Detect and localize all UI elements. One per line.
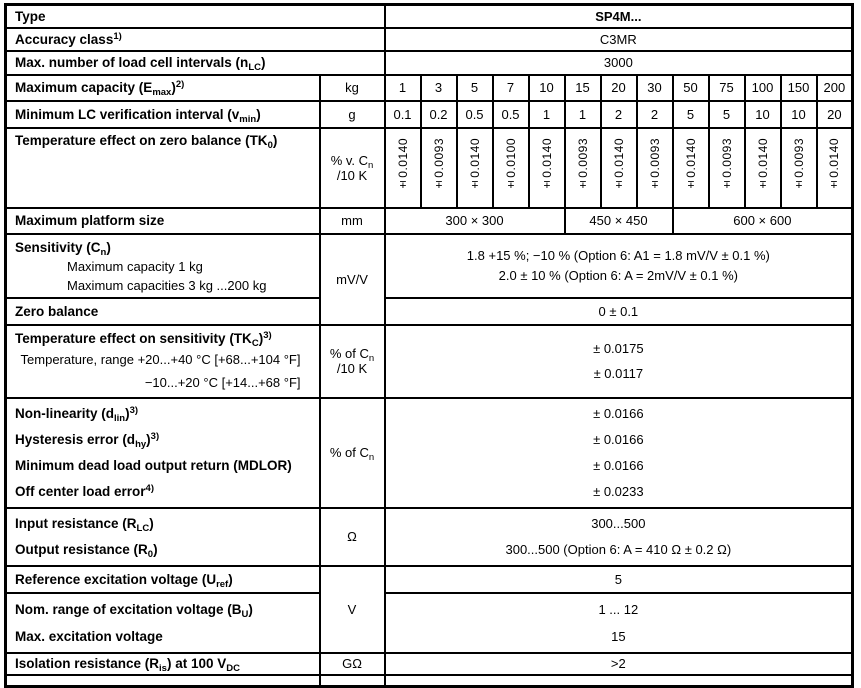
value-tk0: ±0.0140 [745, 128, 781, 208]
value-load-cell-intervals: 3000 [385, 51, 853, 75]
value-temp-effect-sensitivity [385, 325, 853, 398]
label-line: Sensitivity $(C_n)$ [15, 239, 111, 258]
value-line: ± 0.0233 [593, 483, 644, 499]
value-zero-balance: 0 ± 0.1 [385, 298, 853, 325]
value-tk0: ±0.0093 [565, 128, 601, 208]
value-vmin: 2 [637, 101, 673, 128]
row-label-maximum-capacity: Maximum capacity $(E_{max})^{2)}$ [6, 75, 320, 101]
value-tk0: ±0.0140 [385, 128, 421, 208]
row-label-load-cell-intervals: Max. number of load cell intervals $(n_{LC})$ [6, 51, 385, 75]
table-row [6, 101, 853, 128]
value-line: ± 0.0166 [593, 457, 644, 473]
value-sensitivity [385, 234, 853, 298]
value-line: ± 0.0166 [593, 431, 644, 447]
value-resistance [385, 508, 853, 566]
row-label-max-platform-size: Maximum platform size [6, 208, 320, 234]
table-row [6, 5, 853, 28]
value-capacity: 20 [601, 75, 637, 101]
value-tk0: ±0.0093 [781, 128, 817, 208]
value-vmin: 0.2 [421, 101, 457, 128]
load-cell-spec-table [4, 3, 854, 688]
unit-maximum-capacity: kg [320, 75, 385, 101]
value-tk0: ±0.0093 [421, 128, 457, 208]
value-platform-medium: 450 × 450 [565, 208, 673, 234]
value-tk0: ±0.0140 [817, 128, 853, 208]
value-capacity: 200 [817, 75, 853, 101]
value-partial [385, 675, 853, 687]
row-label-resistance [6, 508, 320, 566]
unit-max-platform-size: mm [320, 208, 385, 234]
label-subline: Maximum capacities 3 kg ...200 kg [67, 277, 267, 293]
value-line: ± 0.0175 [593, 341, 644, 356]
table-row [6, 566, 853, 593]
unit-line: % v. $C_n$ [330, 152, 374, 171]
row-label-sensitivity [6, 234, 320, 298]
value-vmin: 1 [529, 101, 565, 128]
label-line: Temperature effect on sensitivity $(TK_C)^{3)}$ [15, 329, 272, 349]
unit-line: % of $C_n$ [329, 346, 375, 364]
row-label-accuracy-class: Accuracy class$^{1)}$ [6, 28, 385, 51]
label-subline: Maximum capacity 1 kg [67, 258, 203, 274]
value-tk0: ±0.0140 [457, 128, 493, 208]
value-platform-small: 300 × 300 [385, 208, 565, 234]
row-label-excitation-voltage-range [6, 593, 320, 653]
unit-line: /10 K [336, 361, 368, 376]
value-line: 15 [611, 628, 626, 644]
table-row [6, 508, 853, 566]
value-vmin: 20 [817, 101, 853, 128]
value-line: 300...500 (Option 6: A = 410 Ω ± 0.2 Ω) [505, 541, 732, 557]
label-line-output-resistance: Output resistance $(R_0)$ [15, 541, 158, 560]
label-subline: −10...+20 °C [+14...+68 °F] [144, 374, 301, 390]
datasheet-page [0, 3, 861, 674]
label-line-nominal-range: Nom. range of excitation voltage $(B_U)$ [15, 601, 253, 620]
unit-error-specs: % of $C_n$ [320, 398, 385, 508]
table-row [6, 208, 853, 234]
value-vmin: 0.1 [385, 101, 421, 128]
value-error-specs [385, 398, 853, 508]
table-row [6, 28, 853, 51]
value-line: 2.0 ± 10 % (Option 6: A = 2mV/V ± 0.1 %) [498, 267, 739, 283]
value-accuracy-class: C3MR [385, 28, 853, 51]
value-vmin: 0.5 [457, 101, 493, 128]
table-row [6, 593, 853, 653]
unit-resistance: Ω [320, 508, 385, 566]
unit-isolation-resistance: GΩ [320, 653, 385, 675]
label-line-input-resistance: Input resistance $(R_{LC})$ [15, 515, 154, 534]
value-tk0: ±0.0140 [673, 128, 709, 208]
table-row [6, 325, 853, 398]
table-row-partial [6, 675, 853, 687]
label-line-mdlor: Minimum dead load output return (MDLOR) [15, 457, 292, 473]
value-tk0: ±0.0140 [601, 128, 637, 208]
value-platform-large: 600 × 600 [673, 208, 853, 234]
value-line: ± 0.0117 [593, 366, 644, 381]
value-capacity: 30 [637, 75, 673, 101]
value-vmin: 1 [565, 101, 601, 128]
row-label-isolation-resistance: Isolation resistance $(R_{is})$ at 100 $V_{DC}$ [6, 653, 320, 675]
value-capacity: 10 [529, 75, 565, 101]
value-vmin: 5 [709, 101, 745, 128]
value-vmin: 10 [781, 101, 817, 128]
row-label-error-specs [6, 398, 320, 508]
value-tk0: ±0.0100 [493, 128, 529, 208]
unit-partial [320, 675, 385, 687]
value-isolation-resistance: >2 [385, 653, 853, 675]
value-capacity: 75 [709, 75, 745, 101]
value-capacity: 5 [457, 75, 493, 101]
value-capacity: 3 [421, 75, 457, 101]
label-line-off-center-load: Off center load error$^{4)}$ [15, 482, 154, 499]
unit-line: /10 K [336, 167, 368, 183]
unit-excitation-voltage: V [320, 566, 385, 653]
row-label-reference-excitation-voltage: Reference excitation voltage $(U_{ref})$ [6, 566, 320, 593]
value-tk0: ±0.0140 [529, 128, 565, 208]
value-tk0: ±0.0093 [709, 128, 745, 208]
value-capacity: 100 [745, 75, 781, 101]
row-label-temp-effect-zero-balance: Temperature effect on zero balance $(TK_0)$ [6, 128, 320, 208]
label-line-non-linearity: Non-linearity $(d_{lin})^{3)}$ [15, 404, 139, 424]
unit-sensitivity: mV/V [320, 234, 385, 325]
value-line: 1 ... 12 [598, 601, 639, 617]
value-vmin: 10 [745, 101, 781, 128]
value-capacity: 150 [781, 75, 817, 101]
value-capacity: 7 [493, 75, 529, 101]
value-vmin: 5 [673, 101, 709, 128]
label-subline: Temperature, range +20...+40 °C [+68...+104 °F] [20, 351, 301, 367]
row-label-min-verification-interval: Minimum LC verification interval $(v_{min})$ [6, 101, 320, 128]
value-line: 300...500 [591, 515, 646, 531]
table-row [6, 234, 853, 298]
unit-min-verification-interval: g [320, 101, 385, 128]
table-row [6, 398, 853, 508]
value-line: 1.8 +15 %; −10 % (Option 6: A1 = 1.8 mV/V ± 0.1 %) [466, 247, 770, 263]
unit-temp-effect-zero-balance [320, 128, 385, 208]
value-vmin: 0.5 [493, 101, 529, 128]
value-line: ± 0.0166 [593, 405, 644, 421]
table-row [6, 653, 853, 675]
row-label-zero-balance: Zero balance [6, 298, 320, 325]
row-label-partial [6, 675, 320, 687]
value-tk0: ±0.0093 [637, 128, 673, 208]
table-row [6, 51, 853, 75]
value-excitation-voltage-range [385, 593, 853, 653]
unit-temp-effect-sensitivity [320, 325, 385, 398]
table-row [6, 75, 853, 101]
table-row [6, 298, 853, 325]
value-reference-excitation-voltage: 5 [385, 566, 853, 593]
value-capacity: 1 [385, 75, 421, 101]
row-label-type: Type [6, 5, 385, 28]
label-line-max-excitation: Max. excitation voltage [15, 628, 163, 644]
row-label-temp-effect-sensitivity [6, 325, 320, 398]
value-vmin: 2 [601, 101, 637, 128]
value-type: SP4M... [385, 5, 853, 28]
value-capacity: 15 [565, 75, 601, 101]
value-capacity: 50 [673, 75, 709, 101]
table-row [6, 128, 853, 208]
label-line-hysteresis: Hysteresis error $(d_{hy})^{3)}$ [15, 430, 160, 450]
